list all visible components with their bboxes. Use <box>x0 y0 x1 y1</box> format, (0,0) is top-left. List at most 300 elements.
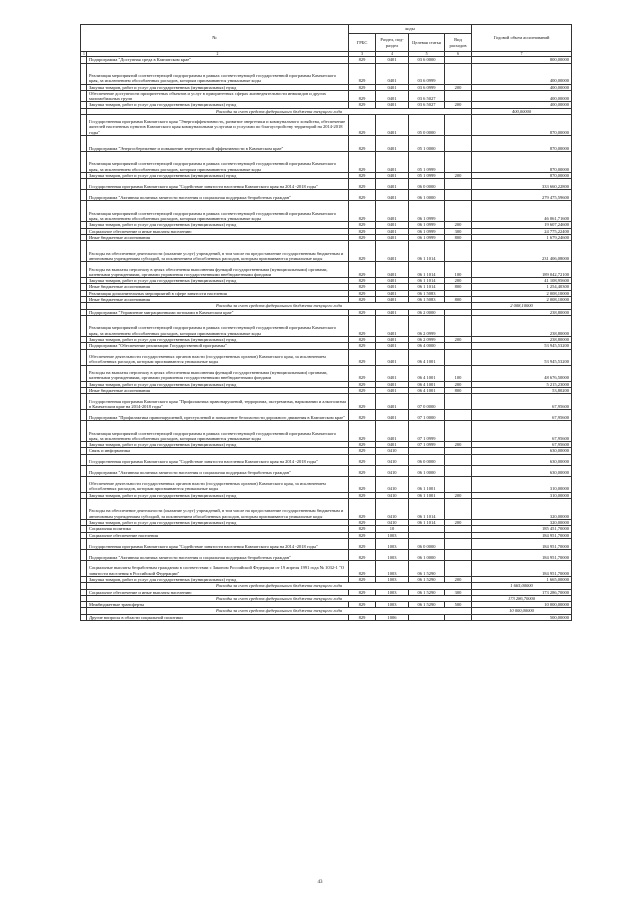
table-header <box>81 25 572 57</box>
item-name: Обеспечение деятельности государственных органов власти (государственных органов) Камчатского края, за исключением обособленных расходов, которым присваиваются уникальные коды <box>87 476 349 492</box>
vid-cell: 300 <box>445 589 472 595</box>
amount-cell: 173 286,70000 <box>472 589 572 595</box>
vid-cell <box>445 135 472 151</box>
grbs-cell: 829 <box>349 499 376 520</box>
amount-cell: 320,00000 <box>472 499 572 520</box>
razdel-cell: 0401 <box>376 421 409 442</box>
item-name: Обеспечение деятельности государственных органов власти (государственных органов) Камчатского края, за исключением обособленных расходов, которым присваиваются уникальные коды <box>87 349 349 365</box>
razdel-cell: 0410 <box>376 448 409 454</box>
amount-cell: 310,00000 <box>472 492 572 498</box>
grbs-cell: 829 <box>349 442 376 448</box>
razdel-cell: 1003 <box>376 589 409 595</box>
item-name: Иные бюджетные ассигнования <box>87 297 349 303</box>
item-name: Социальное обеспечение и иные выплаты населению <box>87 589 349 595</box>
celevaya-cell: 06 1 0000 <box>409 465 445 476</box>
razdel-cell: 0401 <box>376 410 409 421</box>
amount-cell: 184 951,70000 <box>472 549 572 560</box>
grbs-cell: 829 <box>349 151 376 172</box>
item-name: Социальное обеспечение и иные выплаты населению <box>87 228 349 234</box>
celevaya-cell: 06 2 0999 <box>409 336 445 342</box>
vid-cell <box>445 90 472 102</box>
col-vid-header: Вид расходов <box>445 34 472 52</box>
celevaya-cell: 06 1 0000 <box>409 549 445 560</box>
vid-cell: 200 <box>445 520 472 526</box>
grbs-cell: 829 <box>349 448 376 454</box>
grbs-cell: 829 <box>349 476 376 492</box>
vid-cell <box>445 63 472 84</box>
vid-cell <box>445 499 472 520</box>
celevaya-cell: 07 1 0999 <box>409 442 445 448</box>
col-grbs-header: ГРБС <box>349 34 376 52</box>
celevaya-cell: 06 1 1014 <box>409 241 445 262</box>
vid-cell: 300 <box>445 228 472 234</box>
item-name: Государственная программа Камчатского края "Профилактика правонарушений, терроризма, экстремизма, наркомании и алкоголизма в Камчатском крае на 2014-2018 годы" <box>87 394 349 410</box>
item-name: Расходы на выплаты персоналу в целях обеспечения выполнения функций государственными (муниципальными) органами, казенными учреждениями, органами управления государственными внебюджетными фондами <box>87 365 349 381</box>
amount-cell: 10 000,00000 <box>472 602 572 608</box>
celevaya-cell: 06 0 0000 <box>409 454 445 465</box>
razdel-cell: 1003 <box>376 602 409 608</box>
vid-cell: 200 <box>445 222 472 228</box>
celevaya-cell: 03 6 0999 <box>409 63 445 84</box>
vid-cell: 200 <box>445 336 472 342</box>
amount-cell: 41 108,95600 <box>472 278 572 284</box>
amount-cell: 1 254,40300 <box>472 284 572 290</box>
grbs-cell: 829 <box>349 241 376 262</box>
item-name: Реализация мероприятий соответствующей подпрограммы в рамках соответствующей государственной программы Камчатского края, за исключением обособленных расходов, которым присваиваются уникальные коды <box>87 315 349 336</box>
table-row <box>81 349 572 365</box>
amount-cell: 189 042,72100 <box>472 262 572 278</box>
amount-cell: 185 451,70000 <box>472 526 572 532</box>
razdel-cell: 0401 <box>376 63 409 84</box>
celevaya-cell: 05 1 0000 <box>409 135 445 151</box>
vid-cell <box>445 241 472 262</box>
vid-cell <box>445 549 472 560</box>
grbs-cell: 829 <box>349 135 376 151</box>
amount-cell: 1 679,24600 <box>472 234 572 240</box>
amount-cell: 1 665,00000 <box>472 576 572 582</box>
item-name: Государственная программа Камчатского края "Содействие занятости населения Камчатского края на 2014 -2018 годы" <box>87 538 349 549</box>
razdel-cell: 0401 <box>376 234 409 240</box>
razdel-cell: 0401 <box>376 179 409 190</box>
item-name: Подпрограмма "Управление миграционными потоками в Камчатском крае" <box>87 309 349 315</box>
grbs-cell: 829 <box>349 492 376 498</box>
celevaya-cell: 05 1 0999 <box>409 151 445 172</box>
item-name: Подпрограмма "Энергосбережение и повышение энергетической эффективности в Камчатском крае" <box>87 135 349 151</box>
col-number: 6 <box>445 52 472 57</box>
celevaya-cell: 06 1 1001 <box>409 492 445 498</box>
vid-cell <box>445 349 472 365</box>
item-name: Подпрограмма "Активная политика занятости населения и социальная поддержка безработных граждан" <box>87 190 349 201</box>
grbs-cell: 829 <box>349 315 376 336</box>
razdel-cell: 0401 <box>376 241 409 262</box>
note-text: Расходы за счет средств федерального бюджета текущего года <box>87 595 472 601</box>
item-name: Социальная политика <box>87 526 349 532</box>
table-body <box>81 57 572 621</box>
vid-cell <box>445 538 472 549</box>
grbs-cell: 829 <box>349 234 376 240</box>
amount-cell: 238,80000 <box>472 336 572 342</box>
item-name: Закупка товаров, работ и услуг для государственных (муниципальных) нужд <box>87 336 349 342</box>
razdel-cell: 0401 <box>376 222 409 228</box>
grbs-cell: 829 <box>349 538 376 549</box>
grbs-cell: 829 <box>349 190 376 201</box>
amount-cell: 1 665,00000 <box>472 583 572 589</box>
razdel-cell: 0401 <box>376 381 409 387</box>
grbs-cell: 829 <box>349 201 376 222</box>
amount-cell: 320,00000 <box>472 520 572 526</box>
amount-cell: 400,00000 <box>472 102 572 108</box>
amount-cell: 400,00000 <box>472 63 572 84</box>
razdel-cell: 1006 <box>376 614 409 620</box>
celevaya-cell: 06 4 0000 <box>409 343 445 349</box>
item-name: Связь и информатика <box>87 448 349 454</box>
table-row <box>81 315 572 336</box>
amount-cell: 279 475,59600 <box>472 190 572 201</box>
amount-cell: 19 607,24600 <box>472 222 572 228</box>
table-row <box>81 538 572 549</box>
item-name: Подпрограмма "Активная политика занятости населения и социальная поддержка безработных граждан" <box>87 465 349 476</box>
grbs-cell: 829 <box>349 63 376 84</box>
celevaya-cell: 06 1 0999 <box>409 222 445 228</box>
celevaya-cell: 03 6 0000 <box>409 57 445 63</box>
amount-cell: 870,00000 <box>472 151 572 172</box>
razdel-cell: 0401 <box>376 201 409 222</box>
item-name: Государственная программа Камчатского края "Содействие занятости населения Камчатского края на 2014 -2018 годы" <box>87 454 349 465</box>
razdel-cell: 0410 <box>376 476 409 492</box>
celevaya-cell: 03 6 5027 <box>409 102 445 108</box>
razdel-cell: 10 <box>376 526 409 532</box>
vid-cell: 800 <box>445 297 472 303</box>
razdel-cell: 1003 <box>376 560 409 576</box>
celevaya-cell: 06 1 1001 <box>409 476 445 492</box>
col-number: 3 <box>349 52 376 57</box>
item-name: Закупка товаров, работ и услуг для государственных (муниципальных) нужд <box>87 102 349 108</box>
grbs-cell: 829 <box>349 172 376 178</box>
budget-table <box>80 24 572 621</box>
table-row <box>81 241 572 262</box>
item-name: Социальные выплаты безработным гражданам в соответствии с Законом Российской Федерации от 19 апреля 1991 года № 1032-1 "О занятости населения в Российской Федерации" <box>87 560 349 576</box>
col-number: 5 <box>409 52 445 57</box>
celevaya-cell <box>409 614 445 620</box>
vid-cell <box>445 114 472 135</box>
item-name: Реализация мероприятий соответствующей подпрограммы в рамках соответствующей государственной программы Камчатского края, за исключением обособленных расходов, которым присваиваются уникальные коды <box>87 63 349 84</box>
razdel-cell: 1003 <box>376 538 409 549</box>
grbs-cell: 829 <box>349 394 376 410</box>
item-name: Социальное обеспечение населения <box>87 532 349 538</box>
celevaya-cell: 03 6 5027 <box>409 90 445 102</box>
razdel-cell: 0401 <box>376 297 409 303</box>
document-page <box>80 24 571 885</box>
item-name: Расходы на выплаты персоналу в целях обеспечения выполнения функций государственными (муниципальными) органами, казенными учреждениями, органами управления государственными внебюджетными фондами <box>87 262 349 278</box>
vid-cell <box>445 476 472 492</box>
celevaya-cell: 06 1 5083 <box>409 297 445 303</box>
col-annual-header: Годовой объем ассигнований <box>472 25 572 52</box>
razdel-cell: 0401 <box>376 442 409 448</box>
celevaya-cell: 06 1 1014 <box>409 499 445 520</box>
grbs-cell: 829 <box>349 290 376 296</box>
celevaya-cell: 06 1 0000 <box>409 190 445 201</box>
amount-cell: 870,00000 <box>472 114 572 135</box>
amount-cell: 48 676,50000 <box>472 365 572 381</box>
vid-cell <box>445 151 472 172</box>
celevaya-cell: 06 1 5290 <box>409 576 445 582</box>
grbs-cell: 829 <box>349 278 376 284</box>
table-row <box>81 262 572 278</box>
vid-cell <box>445 201 472 222</box>
table-row <box>81 63 572 84</box>
razdel-cell: 0401 <box>376 84 409 90</box>
vid-cell: 200 <box>445 102 472 108</box>
grbs-cell: 829 <box>349 297 376 303</box>
grbs-cell: 829 <box>349 90 376 102</box>
amount-cell: 184 951,70000 <box>472 532 572 538</box>
col-number: 4 <box>376 52 409 57</box>
grbs-cell: 829 <box>349 387 376 393</box>
item-name: Другие вопросы в области социальной политики <box>87 614 349 620</box>
vid-cell: 200 <box>445 84 472 90</box>
razdel-cell: 0401 <box>376 190 409 201</box>
table-row <box>81 454 572 465</box>
table-row <box>81 614 572 620</box>
amount-cell: 800,00000 <box>472 57 572 63</box>
razdel-cell: 0401 <box>376 284 409 290</box>
amount-cell: 630,00000 <box>472 454 572 465</box>
celevaya-cell: 06 1 1014 <box>409 520 445 526</box>
razdel-cell: 0401 <box>376 114 409 135</box>
razdel-cell: 0401 <box>376 151 409 172</box>
razdel-cell: 0401 <box>376 102 409 108</box>
vid-cell <box>445 465 472 476</box>
table-row <box>81 90 572 102</box>
celevaya-cell: 07 0 0000 <box>409 394 445 410</box>
amount-cell: 238,80000 <box>472 309 572 315</box>
table-row <box>81 135 572 151</box>
vid-cell: 100 <box>445 365 472 381</box>
vid-cell: 200 <box>445 576 472 582</box>
table-row <box>81 410 572 421</box>
grbs-cell: 829 <box>349 284 376 290</box>
item-name: Закупка товаров, работ и услуг для государственных (муниципальных) нужд <box>87 576 349 582</box>
vid-cell: 800 <box>445 284 472 290</box>
table-row <box>81 114 572 135</box>
grbs-cell: 829 <box>349 365 376 381</box>
amount-cell: 238,80000 <box>472 315 572 336</box>
celevaya-cell: 06 1 5290 <box>409 589 445 595</box>
vid-cell <box>445 614 472 620</box>
grbs-cell: 829 <box>349 520 376 526</box>
grbs-cell: 829 <box>349 454 376 465</box>
grbs-cell: 829 <box>349 560 376 576</box>
vid-cell <box>445 454 472 465</box>
vid-cell: 800 <box>445 387 472 393</box>
col-num-header: № <box>81 25 349 52</box>
amount-cell: 310,00000 <box>472 476 572 492</box>
razdel-cell: 0401 <box>376 336 409 342</box>
item-name: Межбюджетные трансферты <box>87 602 349 608</box>
celevaya-cell: 06 1 0999 <box>409 228 445 234</box>
grbs-cell: 829 <box>349 465 376 476</box>
razdel-cell: 0401 <box>376 90 409 102</box>
vid-cell: 500 <box>445 602 472 608</box>
razdel-cell: 0410 <box>376 454 409 465</box>
razdel-cell: 0401 <box>376 309 409 315</box>
razdel-cell: 0401 <box>376 343 409 349</box>
vid-cell: 200 <box>445 381 472 387</box>
item-name: Подпрограмма "Доступная среда в Камчатском крае" <box>87 57 349 63</box>
table-row <box>81 560 572 576</box>
celevaya-cell: 06 4 1001 <box>409 387 445 393</box>
celevaya-cell: 06 1 1014 <box>409 262 445 278</box>
celevaya-cell: 06 4 1001 <box>409 381 445 387</box>
amount-cell: 231 406,08000 <box>472 241 572 262</box>
table-row <box>81 151 572 172</box>
amount-cell: 870,00000 <box>472 135 572 151</box>
celevaya-cell: 06 1 5290 <box>409 602 445 608</box>
grbs-cell: 829 <box>349 576 376 582</box>
table-row <box>81 179 572 190</box>
vid-cell: 200 <box>445 278 472 284</box>
grbs-cell: 829 <box>349 179 376 190</box>
razdel-cell: 0401 <box>376 365 409 381</box>
item-name: Реализация мероприятий соответствующей подпрограммы в рамках соответствующей государственной программы Камчатского края, за исключением обособленных расходов, которым присваиваются уникальные коды <box>87 421 349 442</box>
grbs-cell: 829 <box>349 526 376 532</box>
grbs-cell: 829 <box>349 222 376 228</box>
celevaya-cell: 06 2 0999 <box>409 315 445 336</box>
amount-cell: 333 660,22800 <box>472 179 572 190</box>
item-name: Закупка товаров, работ и услуг для государственных (муниципальных) нужд <box>87 222 349 228</box>
amount-cell: 870,00000 <box>472 172 572 178</box>
amount-cell: 10 000,00000 <box>472 608 572 614</box>
table-row <box>81 421 572 442</box>
razdel-cell: 0401 <box>376 262 409 278</box>
item-name: Реализация дополнительных мероприятий в сфере занятости населения <box>87 290 349 296</box>
amount-cell: 53,80200 <box>472 387 572 393</box>
razdel-cell: 0401 <box>376 172 409 178</box>
amount-cell: 67,95600 <box>472 442 572 448</box>
vid-cell <box>445 410 472 421</box>
grbs-cell: 829 <box>349 102 376 108</box>
amount-cell: 400,00000 <box>472 84 572 90</box>
razdel-cell: 1003 <box>376 576 409 582</box>
celevaya-cell: 06 1 5083 <box>409 290 445 296</box>
vid-cell <box>445 421 472 442</box>
item-name: Закупка товаров, работ и услуг для государственных (муниципальных) нужд <box>87 278 349 284</box>
razdel-cell: 0401 <box>376 228 409 234</box>
celevaya-cell: 06 1 0999 <box>409 234 445 240</box>
amount-cell: 53 945,53200 <box>472 343 572 349</box>
celevaya-cell: 06 1 1014 <box>409 284 445 290</box>
amount-cell: 400,00000 <box>472 108 572 114</box>
razdel-cell: 0401 <box>376 315 409 336</box>
grbs-cell: 829 <box>349 421 376 442</box>
table-row <box>81 476 572 492</box>
razdel-cell: 0401 <box>376 278 409 284</box>
vid-cell: 100 <box>445 262 472 278</box>
grbs-cell: 829 <box>349 114 376 135</box>
item-name: Государственная программа Камчатского края "Содействие занятости населения Камчатского края на 2014 -2018 годы" <box>87 179 349 190</box>
celevaya-cell: 07 1 0000 <box>409 410 445 421</box>
item-name: Государственная программа Камчатского края "Энергоэффективность, развитие энергетики и коммунального хозяйства, обеспечение жителей населенных пунктов Камчатского края коммунальными услугами и услугами по благоустройству территорий на 2014-2018 годы" <box>87 114 349 135</box>
celevaya-cell: 06 4 1001 <box>409 365 445 381</box>
razdel-cell: 0410 <box>376 465 409 476</box>
table-row <box>81 549 572 560</box>
celevaya-cell: 06 0 0000 <box>409 179 445 190</box>
table-row <box>81 201 572 222</box>
celevaya-cell: 06 1 5290 <box>409 560 445 576</box>
col-number: 7 <box>472 52 572 57</box>
razdel-cell: 1003 <box>376 549 409 560</box>
item-name: Реализация мероприятий соответствующей подпрограммы в рамках соответствующей государственной программы Камчатского края, за исключением обособленных расходов, которым присваиваются уникальные коды <box>87 201 349 222</box>
amount-cell: 500,00000 <box>472 614 572 620</box>
grbs-cell: 829 <box>349 349 376 365</box>
amount-cell: 184 951,70000 <box>472 538 572 549</box>
item-name: Закупка товаров, работ и услуг для государственных (муниципальных) нужд <box>87 84 349 90</box>
grbs-cell: 829 <box>349 309 376 315</box>
col-number: 2 <box>87 52 349 57</box>
vid-cell: 200 <box>445 442 472 448</box>
amount-cell: 630,00000 <box>472 465 572 476</box>
table-row <box>81 465 572 476</box>
amount-cell: 67,95600 <box>472 421 572 442</box>
celevaya-cell: 06 1 1014 <box>409 278 445 284</box>
amount-cell: 2 008,10000 <box>472 297 572 303</box>
item-name: Закупка товаров, работ и услуг для государственных (муниципальных) нужд <box>87 520 349 526</box>
celevaya-cell: 06 4 1001 <box>409 349 445 365</box>
amount-cell: 53 945,53200 <box>472 349 572 365</box>
amount-cell: 630,00000 <box>472 448 572 454</box>
item-name: Закупка товаров, работ и услуг для государственных (муниципальных) нужд <box>87 172 349 178</box>
amount-cell: 400,00000 <box>472 90 572 102</box>
razdel-cell: 0401 <box>376 349 409 365</box>
grbs-cell: 829 <box>349 381 376 387</box>
razdel-cell: 1003 <box>376 532 409 538</box>
item-name: Подпрограмма "Обеспечение реализации Государственной программы" <box>87 343 349 349</box>
vid-cell: 800 <box>445 234 472 240</box>
table-row <box>81 190 572 201</box>
col-razdel-header: Раздел, под-раздел <box>376 34 409 52</box>
item-name: Закупка товаров, работ и услуг для государственных (муниципальных) нужд <box>87 381 349 387</box>
item-name: Расходы на обеспечение деятельности (оказание услуг) учреждений, в том числе на предоставление государственным бюджетным и автономным учреждениям субсидий, за исключением обособленных расходов, которым присваиваются уникальные коды <box>87 499 349 520</box>
note-text: Расходы за счет средств федерального бюджета текущего года <box>87 608 472 614</box>
celevaya-cell: 06 0 0000 <box>409 538 445 549</box>
amount-cell: 184 951,70000 <box>472 560 572 576</box>
celevaya-cell: 05 0 0000 <box>409 114 445 135</box>
table-row <box>81 394 572 410</box>
razdel-cell: 0401 <box>376 387 409 393</box>
col-number: 1 <box>81 52 87 57</box>
razdel-cell: 0410 <box>376 499 409 520</box>
grbs-cell: 829 <box>349 84 376 90</box>
amount-cell: 67,95600 <box>472 410 572 421</box>
amount-cell: 24 775,22400 <box>472 228 572 234</box>
grbs-cell: 829 <box>349 410 376 421</box>
celevaya-cell: 06 2 0000 <box>409 309 445 315</box>
razdel-cell: 0401 <box>376 135 409 151</box>
col-celevaya-header: Целевая статья <box>409 34 445 52</box>
table-row <box>81 499 572 520</box>
table-row <box>81 365 572 381</box>
vid-cell <box>445 315 472 336</box>
vid-cell: 200 <box>445 492 472 498</box>
celevaya-cell: 06 1 0999 <box>409 201 445 222</box>
vid-cell <box>445 394 472 410</box>
razdel-cell: 0410 <box>376 520 409 526</box>
vid-cell <box>445 190 472 201</box>
grbs-cell: 829 <box>349 343 376 349</box>
celevaya-cell: 03 6 0999 <box>409 84 445 90</box>
vid-cell <box>445 179 472 190</box>
item-name: Иные бюджетные ассигнования <box>87 387 349 393</box>
